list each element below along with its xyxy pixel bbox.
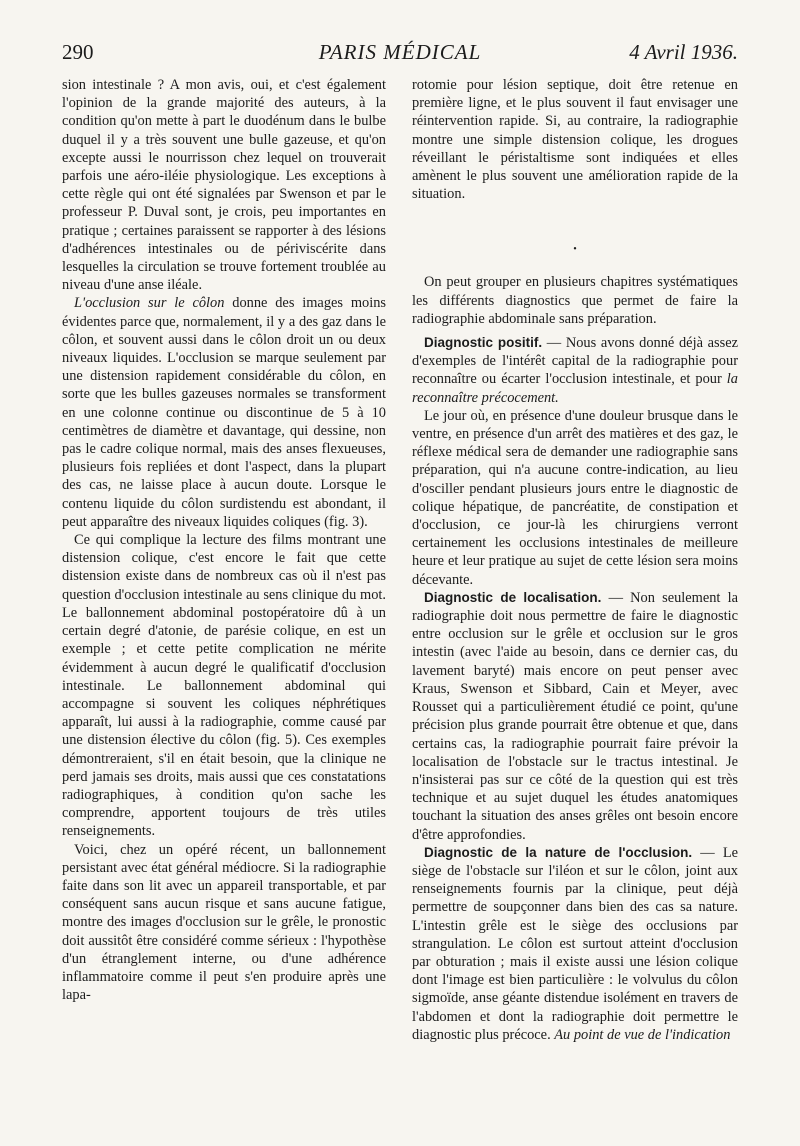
paragraph: Ce qui complique la lecture des films montrant une distension colique, c'est encore le fait que cette distension existe dans de nombreux cas où il n'est pas question d'occlusion intestinale au sens clinique du mot. Le ballonnement abdominal postopératoire dû à un certain degré d'atonie, de parésie colique, en est un exemple ; et cette petite complication ne mérite évidemment à aucun degré le qualificatif d'occlusion intestinale. Le ballonnement abdominal qui accompagne si souvent les coliques néphrétiques apparaît, lui aussi à la radiographie, comme causé par une distension élective du côlon (fig. 5). Ces exemples démontreraient, s'il en était besoin, que la clinique ne perd jamais ses droits, mais aussi que ces constatations radiographiques, à condition qu'on sache les comprendre, apportent toujours de très utiles renseignements. — [62, 532, 386, 840]
paragraph: Le jour où, en présence d'une douleur brusque dans le ventre, en présence d'un arrêt des matières et des gaz, le réflexe médical sera de demander une radiographie sans préparation, qui n'a aucune contre-indication, au lieu d'osciller pendant plusieurs jours entre le diagnostic de colique hépatique, de pancréatite, de constipation et d'occlusion, ce jour-là les chirurgiens verront certainement les occlusions intestinales de meilleure heure et leur pratique au sujet de cette lésion sera moins décevante. — [412, 407, 738, 588]
paragraph: rotomie pour lésion septique, doit être retenue en première ligne, et le plus souvent il faut envisager une réintervention rapide. Si, au contraire, la radiographie montre une simple distension colique, les drogues réveillant le péristaltisme sont indiquées et elles amènent le plus souvent une amélioration rapide de la situation. — [412, 77, 738, 203]
paragraph — [62, 294, 386, 531]
page-number: 290 — [62, 40, 94, 64]
paragraph: On peut grouper en plusieurs chapitres systématiques les différents diagnostics que permet de faire la radiographie abdominale sans préparation. — [412, 274, 738, 327]
paragraph-body: — Nous avons donné déjà assez d'exemples de l'intérêt capital de la radiographie pour reconnaître ou écarter l'occlusion intestinale, et pour — [412, 335, 738, 388]
emphasis: Au point de vue de l'indication — [554, 1026, 731, 1043]
journal-title: PARIS MÉDICAL — [318, 40, 482, 64]
paragraph-body: — Non seulement la radiographie doit nous permettre de faire le diagnostic entre occlusion sur le grêle et occlusion sur le gros intestin (avec l'aide au besoin, dans ce dernier cas, du lavement baryté) mais encore on peut penser avec Kraus, Swenson et Sibbard, Cain et Meyer, avec Rousset qui a particulièrement étudié ce point, qu'une précision plus grande pourrait être obtenue et que, dans certains cas, la radiographie pourrait faire prévoir la localisation de l'obstacle sur le tractus intestinal. Je n'insisterai pas sur ce côté de la question qui est très technique et au sujet duquel les études anatomiques touchant la situation des anses grêles ont besoin encore d'être approfondies. — [412, 589, 738, 843]
separator-dot: • — [573, 244, 577, 256]
paragraph-body: — Le siège de l'obstacle sur l'iléon et sur le côlon, joint aux renseignements fournis par la clinique, peut déjà permettre de soupçonner dans bien des cas sa nature. L'intestin grêle est le siège des occlusions par strangulation. Le côlon est surtout atteint d'occlusion par obturation ; mais il existe aussi une lésion colique dont l'image est bien particulière : le volvulus du côlon sigmoïde, anse géante distendue isolément en travers de l'abdomen et dont la radiographie doit permettre le diagnostic plus précoce. — [412, 844, 738, 1043]
paragraph-body: donne des images moins évidentes parce que, normalement, il y a des gaz dans le côlon, et souvent aussi dans le côlon droit un ou deux niveaux liquides. L'occlusion se marque seulement par une distension rapidement considérable du côlon, en sorte que les bulles gazeuses normales se transforment en une colonne continue ou discontinue de 5 à 10 centimètres de diamètre et davantage, qui dessine, non pas le cadre colique normal, mais des anses flexueuses, plusieurs fois repliées et dont l'aspect, dans la plupart des cas, ne laisse place à aucun doute. Lorsque le contenu liquide du côlon surdistendu est abondant, il peut apparaître des niveaux liquides coliques (fig. 3). — [62, 295, 386, 530]
paragraph — [412, 334, 738, 407]
issue-date: 4 Avril 1936. — [629, 40, 738, 64]
right-column — [412, 76, 738, 1044]
left-column — [62, 76, 386, 1004]
section-heading: Diagnostic positif. — [424, 335, 543, 351]
section-title: L'occlusion sur le côlon — [74, 295, 225, 312]
paragraph: sion intestinale ? A mon avis, oui, et c'est également l'opinion de la grande majorité des auteurs, à la condition qu'on mette à part le duodénum dans le bulbe duquel il y a très souvent une bulle gazeuse, et qu'on excepte aussi le nourrisson chez lequel on trouverait parfois une aéro-iléie physiologique. Les exceptions à cette règle qui ont été signalées par Swenson et par le professeur P. Duval sont, je crois, peu importantes en pratique ; certaines paraissent se rapporter à des lésions d'adhérences intestinales ou de périviscérite dans lesquelles la circulation se trouve fortement troublée au niveau d'une anse iléale. — [62, 77, 386, 294]
section-heading: Diagnostic de la nature de l'occlusion. — [424, 844, 693, 860]
paragraph — [412, 589, 738, 844]
page-header — [62, 40, 738, 70]
section-heading: Diagnostic de localisation. — [424, 589, 602, 605]
paragraph: Voici, chez un opéré récent, un ballonnement persistant avec état général médiocre. Si la radiographie faite dans son lit avec un appareil transportable, et par conséquent sans aucun risque et sans aucune fatigue, montre des images d'occlusion sur le grêle, le pronostic doit aussitôt être considéré comme sérieux : l'hypothèse d'un étranglement interne, ou d'une adhérence inflammatoire comme il peut s'en produire après une lapa- — [62, 841, 386, 1004]
emphasis: la reconnaître précocement. — [412, 371, 738, 406]
paragraph — [412, 844, 738, 1044]
section-gap — [412, 203, 738, 245]
